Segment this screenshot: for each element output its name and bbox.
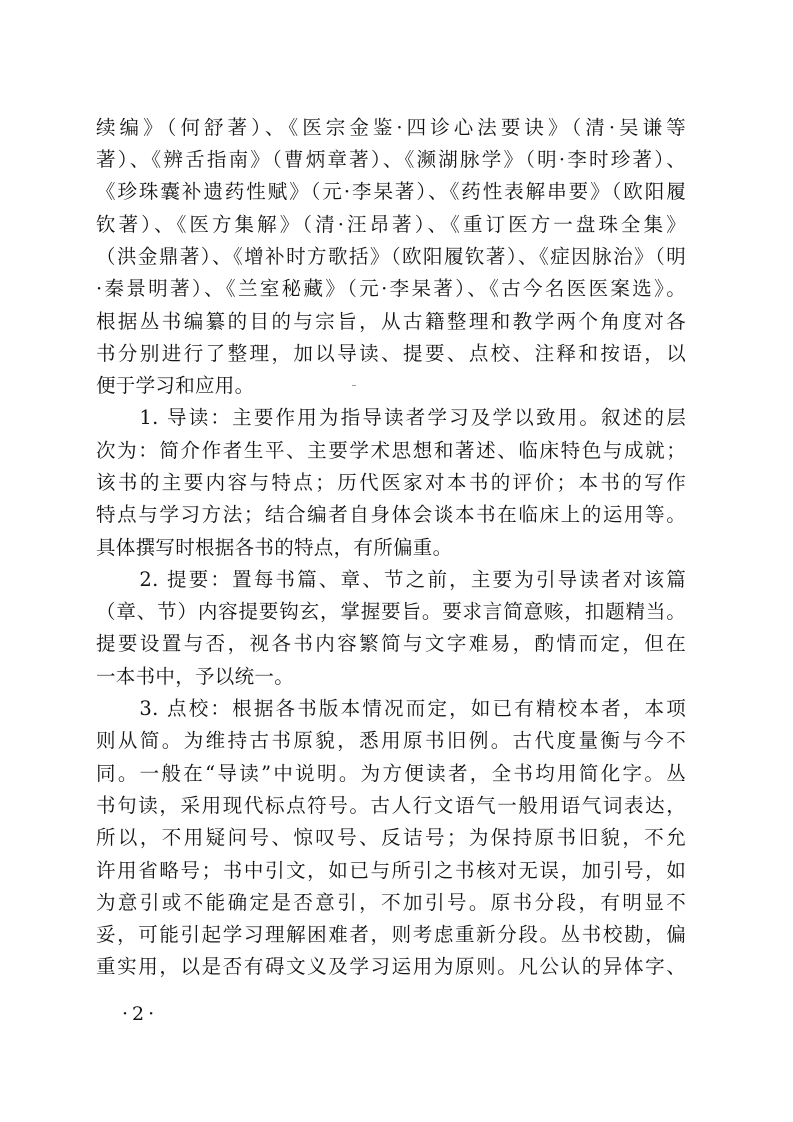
text-line: 书句读，采用现代标点符号。古人行文语气一般用语气词表达， bbox=[96, 794, 686, 817]
text-line: 一本书中，予以统一。 bbox=[96, 665, 295, 688]
text-line: 重实用，以是否有碍文义及学习运用为原则。凡公认的异体字、 bbox=[96, 955, 686, 978]
text-line: 著）、《辨舌指南》（曹炳章著）、《濒湖脉学》（明·李时珍著）、 bbox=[96, 148, 686, 171]
page-number: ·2· bbox=[122, 1003, 159, 1025]
text-line: 次为：简介作者生平、主要学术思想和著述、临床特色与成就； bbox=[96, 439, 686, 462]
text-line: ·秦景明著）、《兰室秘藏》（元·李杲著）、《古今名医医案选》。 bbox=[96, 277, 686, 300]
text-line: 妥，可能引起学习理解困难者，则考虑重新分段。丛书校勘，偏 bbox=[96, 923, 686, 946]
text-line: 3. 点校：根据各书版本情况而定，如已有精校本者，本项 bbox=[96, 697, 686, 720]
text-line: 特点与学习方法；结合编者自身体会谈本书在临床上的运用等。 bbox=[96, 503, 686, 526]
text-line: （章、节）内容提要钩玄，掌握要旨。要求言简意赅，扣题精当。 bbox=[96, 600, 686, 623]
text-line: 便于学习和应用。 bbox=[96, 374, 255, 397]
text-line: 该书的主要内容与特点；历代医家对本书的评价；本书的写作 bbox=[96, 471, 686, 494]
text-line: 续编》（何舒著）、《医宗金鉴·四诊心法要诀》（清·吴谦等 bbox=[96, 116, 686, 139]
text-line: 所以，不用疑问号、惊叹号、反诘号；为保持原书旧貌，不允 bbox=[96, 826, 686, 849]
text-line: 1. 导读：主要作用为指导读者学习及学以致用。叙述的层 bbox=[96, 406, 686, 429]
text-line: 书分别进行了整理，加以导读、提要、点校、注释和按语，以 bbox=[96, 342, 686, 365]
text-line: 同。一般在“导读”中说明。为方便读者，全书均用简化字。丛 bbox=[96, 762, 686, 785]
text-line: 《珍珠囊补遗药性赋》（元·李杲著）、《药性表解串要》（欧阳履 bbox=[96, 180, 686, 203]
text-line: 2. 提要：置每书篇、章、节之前，主要为引导读者对该篇 bbox=[96, 568, 686, 591]
text-line: 许用省略号；书中引文，如已与所引之书核对无误，加引号，如 bbox=[96, 859, 686, 882]
text-line: 根据丛书编纂的目的与宗旨，从古籍整理和教学两个角度对各 bbox=[96, 310, 686, 333]
text-line: 钦著）、《医方集解》（清·汪昂著）、《重订医方一盘珠全集》 bbox=[96, 213, 686, 236]
text-line: 具体撰写时根据各书的特点，有所偏重。 bbox=[96, 536, 453, 559]
text-line: 提要设置与否，视各书内容繁简与文字难易，酌情而定，但在 bbox=[96, 632, 686, 655]
text-line: 为意引或不能确定是否意引，不加引号。原书分段，有明显不 bbox=[96, 891, 686, 914]
scan-mark bbox=[352, 385, 356, 386]
text-line: （洪金鼎著）、《增补时方歌括》（欧阳履钦著）、《症因脉治》（明 bbox=[96, 245, 686, 268]
text-line: 则从简。为维持古书原貌，悉用原书旧例。古代度量衡与今不 bbox=[96, 729, 686, 752]
